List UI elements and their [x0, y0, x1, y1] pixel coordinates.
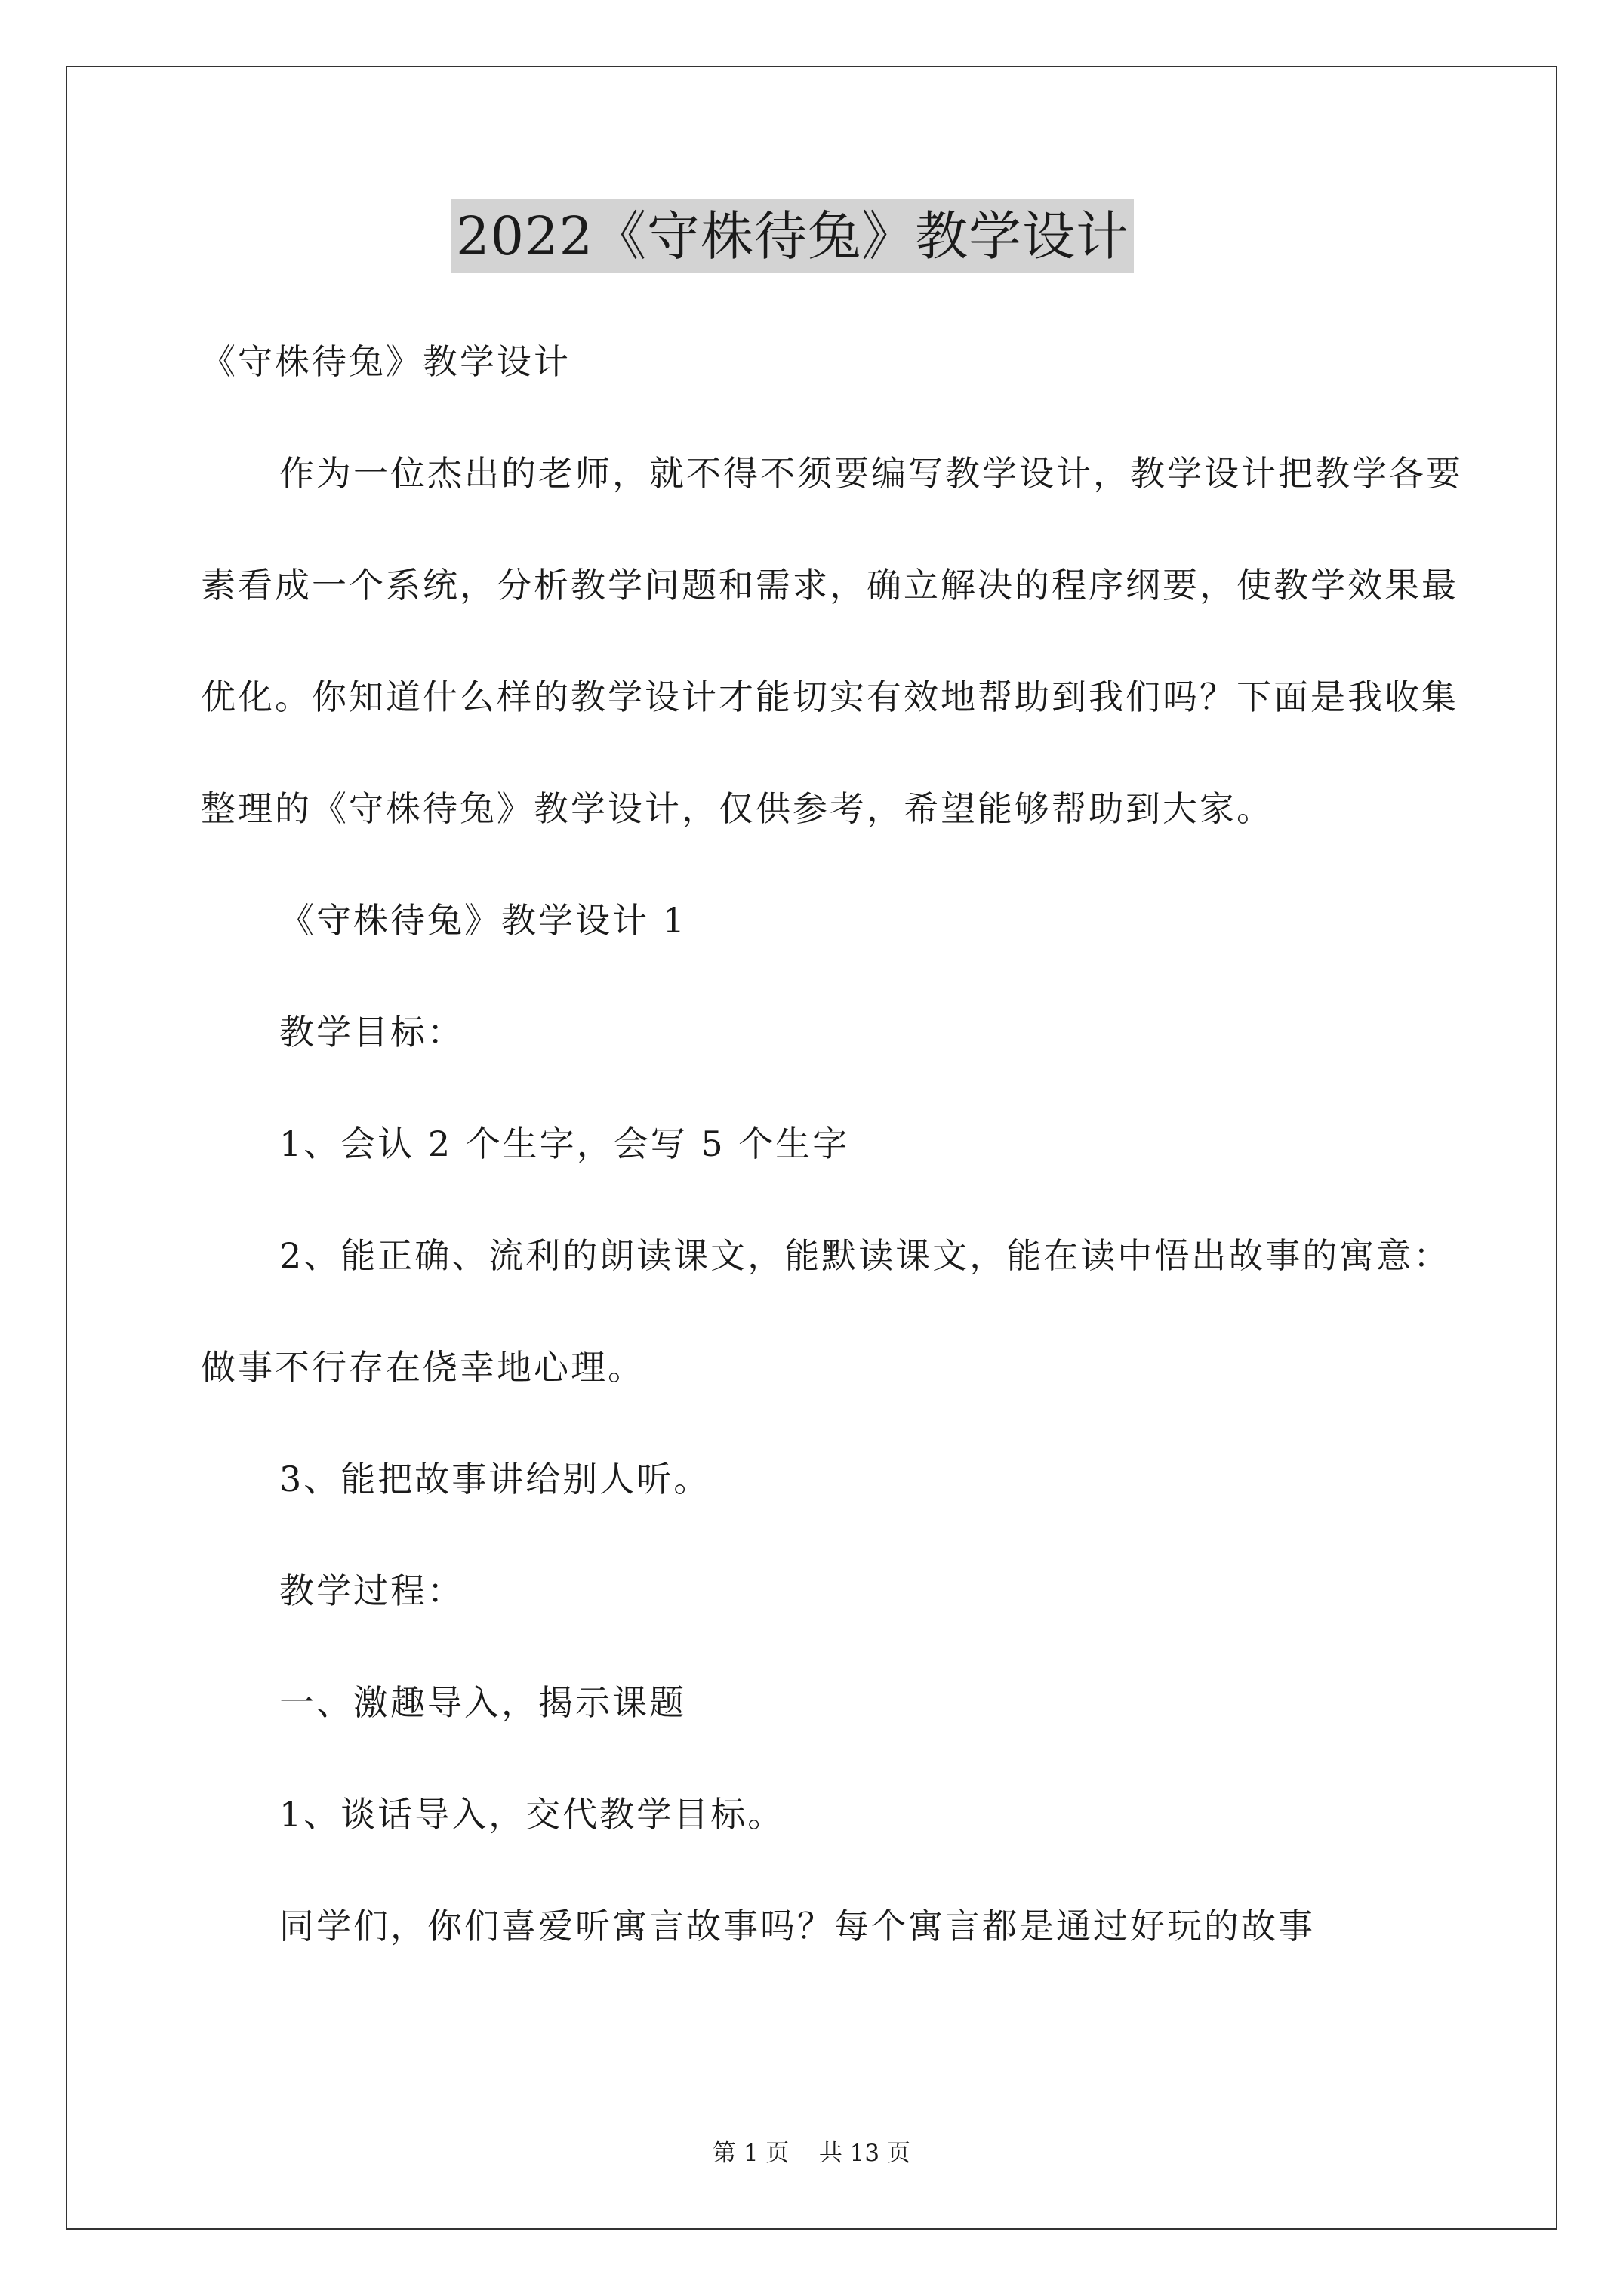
subtitle: 《守株待兔》教学设计 [201, 341, 571, 382]
process-heading: 教学过程： [279, 1570, 464, 1611]
step-1-heading: 一、激趣导入，揭示课题 [279, 1682, 686, 1723]
goal-item-2: 2、能正确、流利的朗读课文，能默读课文，能在读中悟出故事的寓意：做事不行存在侥幸地心理。 [201, 1235, 1451, 1388]
document-title: 2022《守株待兔》教学设计 [451, 199, 1134, 273]
intro-paragraph: 作为一位杰出的老师，就不得不须要编写教学设计，教学设计把教学各要素看成一个系统，分析教学问题和需求，确立解决的程序纲要，使教学效果最优化。你知道什么样的教学设计才能切实有效地帮助到我们吗？下面是我收集整理的《守株待兔》教学设计，仅供参考，希望能够帮助到大家。 [201, 453, 1463, 829]
goal-item-3: 3、能把故事讲给别人听。 [279, 1459, 711, 1499]
section-title: 《守株待兔》教学设计 1 [279, 900, 687, 941]
step-1-item: 1、谈话导入，交代教学目标。 [279, 1794, 785, 1835]
page-footer: 第 1 页 共 13 页 [712, 2140, 910, 2167]
goals-heading: 教学目标： [279, 1012, 464, 1052]
step-1-text: 同学们，你们喜爱听寓言故事吗？每个寓言都是通过好玩的故事 [279, 1906, 1315, 1946]
goal-item-1: 1、会认 2 个生字，会写 5 个生字 [279, 1123, 850, 1164]
document-body [201, 306, 1469, 1982]
